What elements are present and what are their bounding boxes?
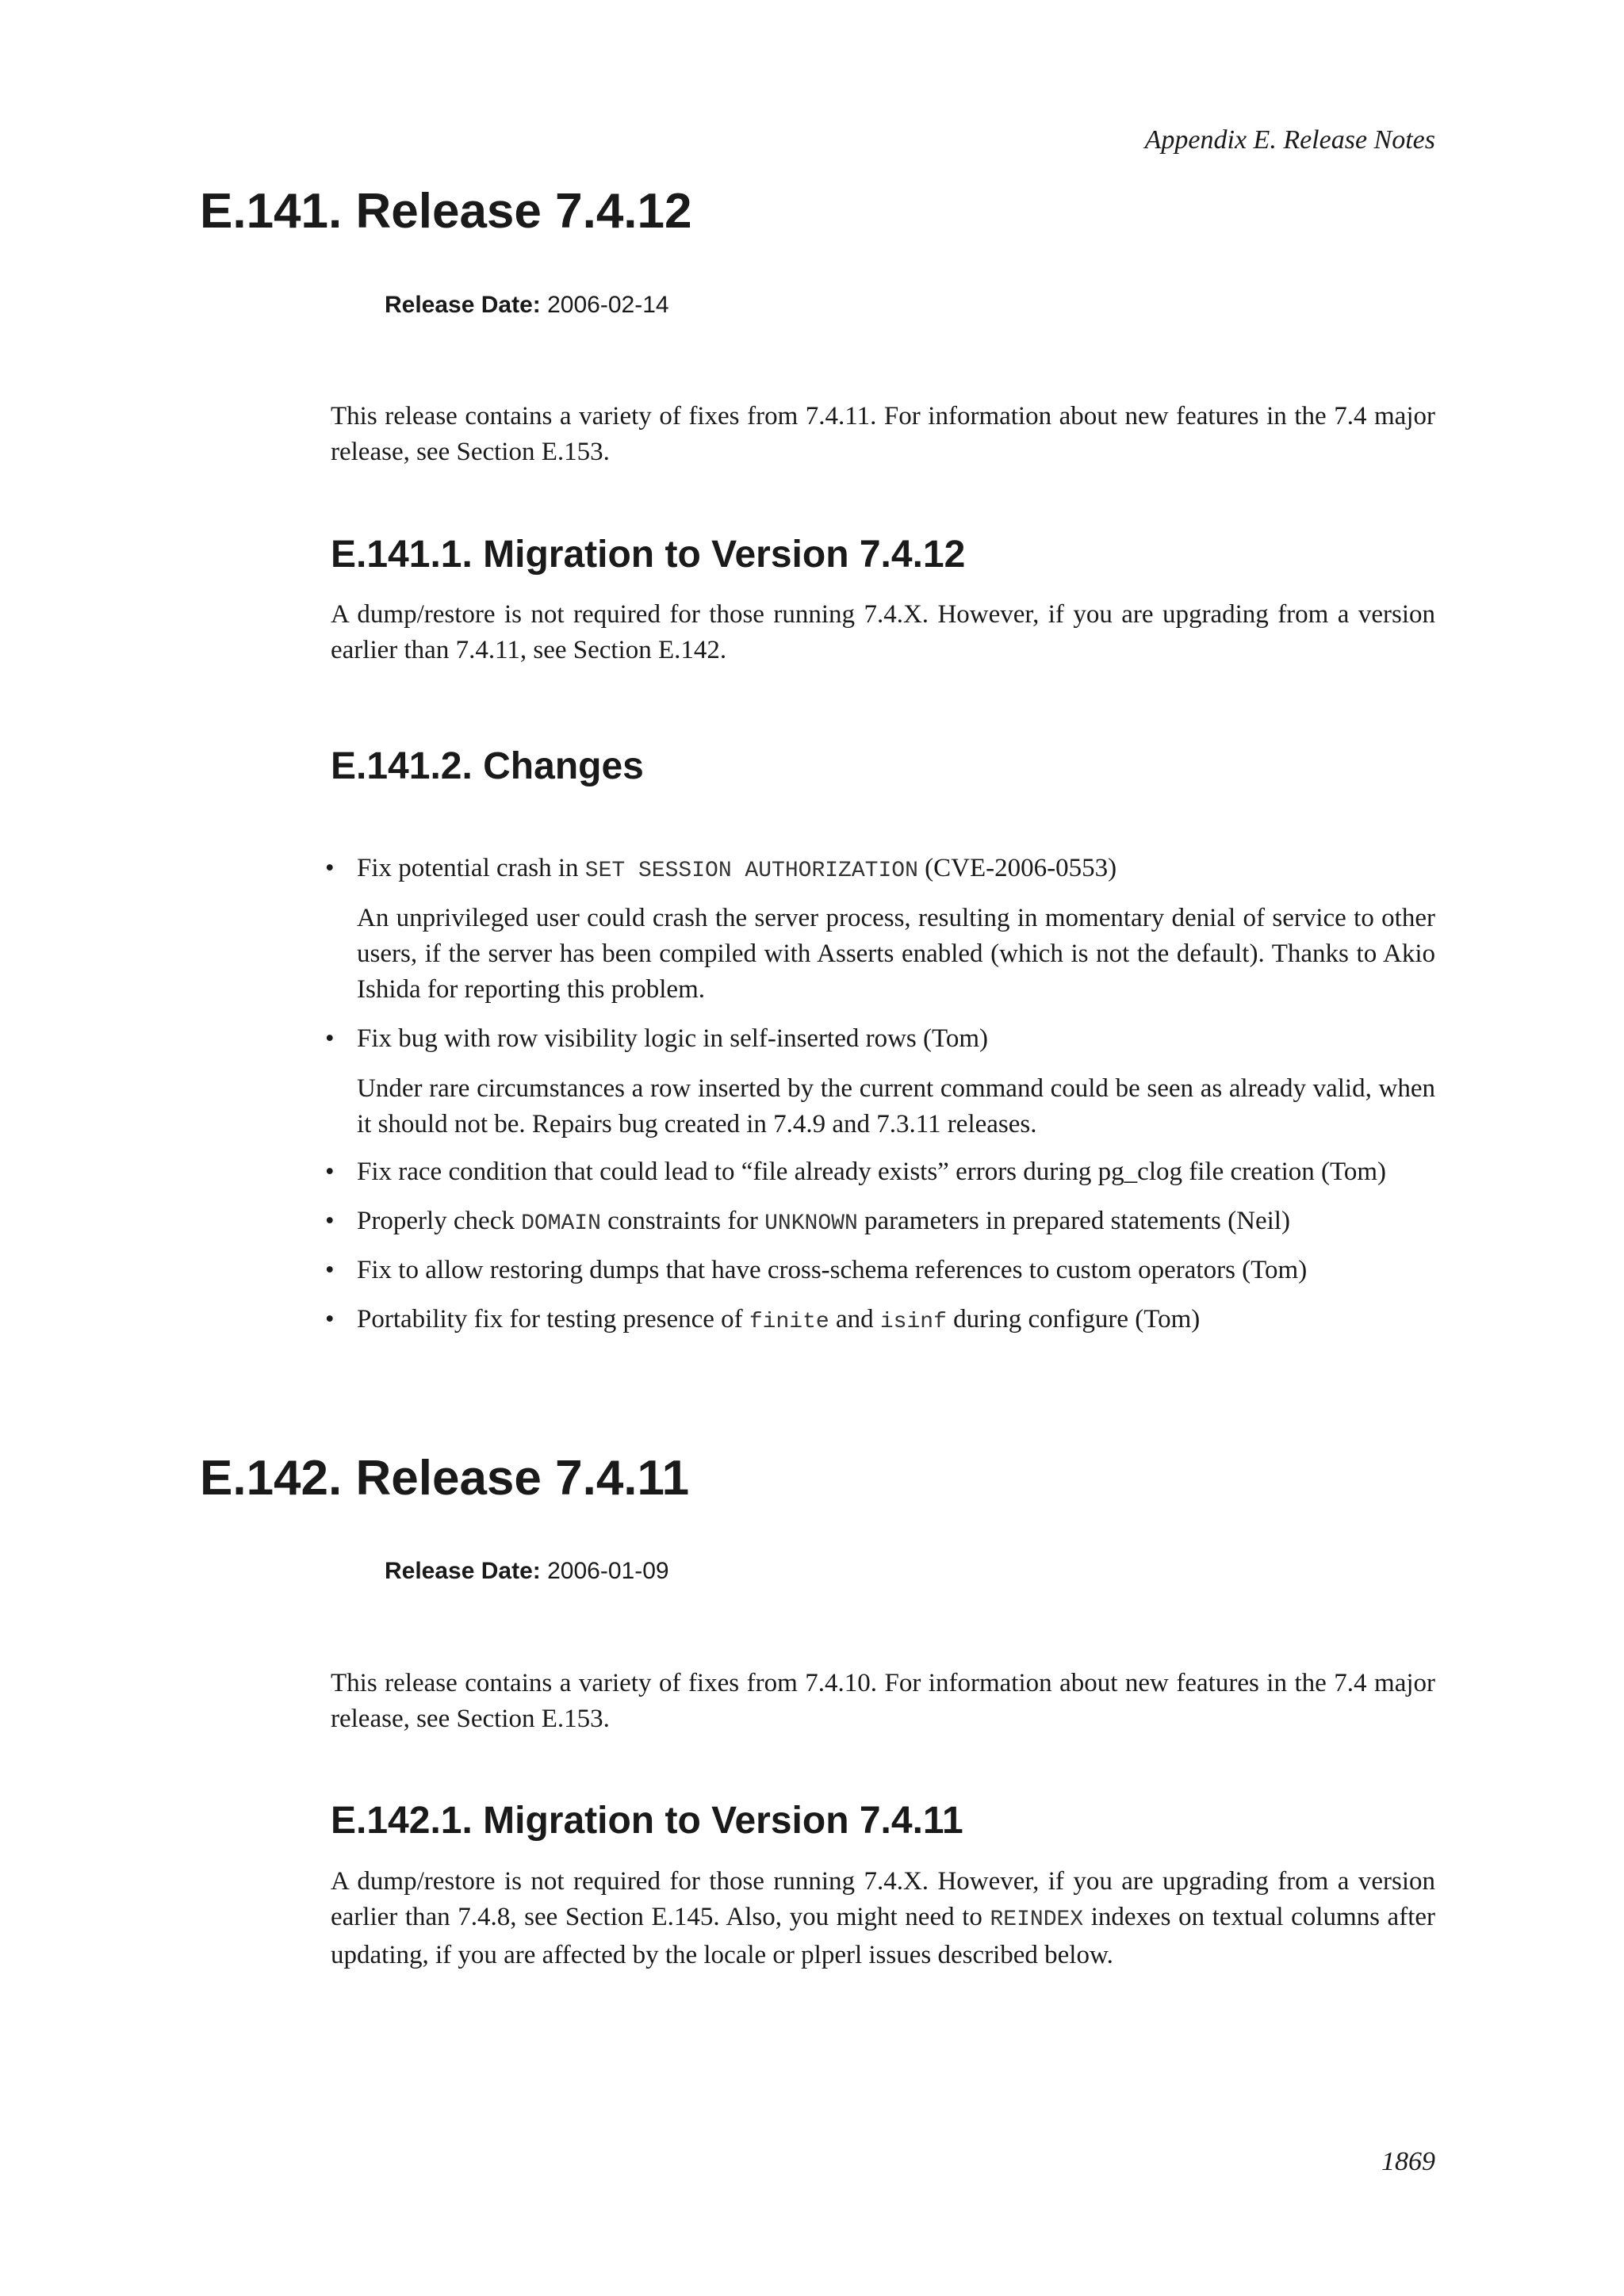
migration-7-4-11-text	[331, 1864, 1435, 1973]
list-item-text: parameters in prepared statements (Neil)	[857, 1207, 1290, 1235]
migration-7-4-11-title: E.142.1. Migration to Version 7.4.11	[331, 1800, 963, 1842]
code-literal: UNKNOWN	[764, 1211, 858, 1236]
release-7-4-11-intro: This release contains a variety of fixes from 7.4.10. For information about new features in the 7.4 major release, see Section E.153.	[331, 1669, 1435, 1733]
list-item-description: Under rare circumstances a row inserted by the current command could be seen as already valid, when it should not be. Repairs bug created in 7.4.9 and 7.3.11 releases.	[357, 1074, 1435, 1138]
release-date-7-4-12	[385, 293, 669, 317]
paragraph-text: indexes on textual columns after updating, if you are affected by the locale or plperl issues described below.	[331, 1903, 1435, 1969]
list-item-text: Fix bug with row visibility logic in self-inserted rows (Tom)	[357, 1024, 989, 1053]
bullet-icon: •	[325, 1305, 335, 1334]
changes-title: E.141.2. Changes	[331, 745, 644, 787]
running-header: Appendix E. Release Notes	[1144, 125, 1435, 155]
release-date-value: 2006-01-09	[547, 1558, 669, 1584]
release-date-7-4-11	[385, 1559, 669, 1583]
release-7-4-12-title: E.141. Release 7.4.12	[200, 184, 692, 239]
list-item-text: Fix potential crash in	[357, 854, 585, 882]
page-number: 1869	[1381, 2147, 1435, 2176]
code-literal: REINDEX	[990, 1908, 1084, 1932]
migration-7-4-12-text: A dump/restore is not required for those running 7.4.X. However, if you are upgrading from a version earlier than 7.4.11, see Section E.142.	[331, 600, 1435, 664]
bullet-icon: •	[325, 1024, 335, 1053]
list-item-text: (CVE-2006-0553)	[917, 854, 1117, 882]
code-literal: SET SESSION AUTHORIZATION	[584, 859, 918, 883]
code-literal: finite	[749, 1310, 829, 1334]
code-literal: DOMAIN	[521, 1211, 601, 1236]
list-item-description: An unprivileged user could crash the server process, resulting in momentary denial of service to other users, if the server has been compiled with Asserts enabled (which is not the default). Thanks to Akio Ishida for reporting this problem.	[357, 904, 1435, 1004]
list-item-text: and	[829, 1305, 880, 1334]
release-7-4-12-intro: This release contains a variety of fixes from 7.4.11. For information about new features in the 7.4 major release, see Section E.153.	[331, 402, 1435, 466]
bullet-icon: •	[325, 1158, 335, 1186]
list-item-text: constraints for	[600, 1207, 765, 1235]
release-date-label: Release Date:	[385, 1558, 541, 1584]
release-date-value: 2006-02-14	[547, 292, 669, 318]
bullet-icon: •	[325, 1256, 335, 1284]
list-item-text: Fix race condition that could lead to “file already exists” errors during pg_clog file creation (Tom)	[357, 1158, 1386, 1186]
list-item-text: Portability fix for testing presence of	[357, 1305, 749, 1334]
list-item-text: during configure (Tom)	[946, 1305, 1201, 1334]
release-7-4-11-title: E.142. Release 7.4.11	[200, 1451, 690, 1506]
code-literal: isinf	[879, 1310, 947, 1334]
list-item-text: Properly check	[357, 1207, 522, 1235]
bullet-icon: •	[325, 854, 335, 882]
paragraph-text: A dump/restore is not required for those running 7.4.X. However, if you are upgrading from a version earlier than 7.4.8, see Section E.145. Also, you might need to	[331, 1867, 1435, 1931]
list-item-text: Fix to allow restoring dumps that have cross-schema references to custom operators (Tom)	[357, 1256, 1308, 1284]
migration-7-4-12-title: E.141.1. Migration to Version 7.4.12	[331, 534, 966, 576]
bullet-icon: •	[325, 1207, 335, 1235]
release-date-label: Release Date:	[385, 292, 541, 318]
